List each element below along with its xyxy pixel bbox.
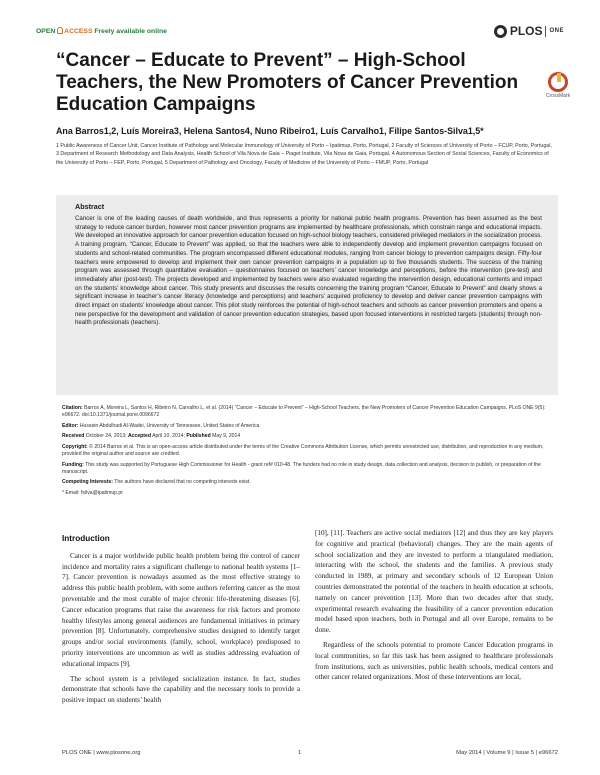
abstract-heading: Abstract xyxy=(75,202,105,211)
crossmark-badge[interactable] xyxy=(543,72,573,99)
competing-interests: Competing Interests: The authors have declared that no competing interests exist. xyxy=(62,479,251,486)
open-text: OPEN xyxy=(36,28,56,35)
funding: Funding: This study was supported by Portuguese High Commissioner for Health - grant ref# 010-48. The funders had no role in study design, data collection and analysis, decision to publish, or preparation of the manuscript. xyxy=(62,461,541,475)
body-column-left xyxy=(62,522,300,710)
footer-issue: May 2014 | Volume 9 | Issue 5 | e96672 xyxy=(456,750,558,756)
paragraph: Cancer is a major worldwide public health problem being the control of cancer incidence and mortality rates a significant challenge to national health systems [1–7]. Cancer prevention is nowadays assumed as the most effective strategy to address this public health problem, with some authors referring cancer as the most preventable and the most curable of major chronic life-threatening diseases [6]. Cancer education programs that raise the awareness for risk factors and promote healthy lifestyles among general audiences are fundamental initiatives in primary prevention [8]. Unfortunately, comprehensive studies designed to identify target groups and/or social environments (family, school, workplace) predisposed to priority interventions are uncommon as well as studies addressing evaluation of educational impacts [9]. xyxy=(62,551,300,668)
open-access-label xyxy=(36,27,167,35)
access-text: ACCESS xyxy=(64,28,93,35)
crossmark-icon xyxy=(548,72,568,92)
editor: Editor: Hussein Abdulhadi Al-Wadei, University of Tennessee, United States of America xyxy=(62,422,260,429)
dates: Received October 24, 2013; Accepted April 10, 2014; Published May 9, 2014 xyxy=(62,433,241,440)
corresponding-email[interactable]: * Email: fsilva@ipatimup.pt xyxy=(62,489,123,496)
logo-separator xyxy=(545,26,546,37)
plos-logo-icon xyxy=(494,25,507,38)
page-number: 1 xyxy=(298,750,302,756)
author-list: Ana Barros1,2, Luís Moreira3, Helena Santos4, Nuno Ribeiro1, Luís Carvalho1, Filipe Santos-Silva1,5* xyxy=(56,126,484,136)
footer-journal: PLOS ONE | www.plosone.org xyxy=(62,750,141,756)
article-metadata xyxy=(62,405,552,500)
body-column-right xyxy=(315,528,553,687)
open-access-lock-icon xyxy=(57,27,63,34)
affiliations: 1 Public Awareness of Cancer Unit, Cancer Institute of Pathology and Molecular Immunology of University of Porto – Ipatimup, Porto, Portugal, 2 Faculty of Sciences of University of Porto – FCUP, Porto, Portugal, 3 Department of Research Methodology and Data Analysis, Health School of Vila Nova de Gaia – Piaget Institute, Vila Nova de Gaia, Portugal, 4 Autonomous Section of Social Sciences, Faculty of Economics of the University of Porto – FEP, Porto, Portugal, 5 Department of Pathology and Oncology, Faculty of Medicine of the University of Porto – FMUP, Porto, Portugal xyxy=(56,143,552,166)
copyright: Copyright: © 2014 Barros et al. This is an open-access article distributed under the terms of the Creative Commons Attribution License, which permits unrestricted use, distribution, and reproduction in any medium, provided the original author and source are credited. xyxy=(62,443,544,458)
paragraph: Regardless of the schools potential to promote Cancer Education programs in local communities, so far this task has been assigned to healthcare professionals from institutions, such as universities, public health schools, medical centers and other cancer related organizations. Most of these interventions are local, xyxy=(315,640,553,682)
citation: Citation: Barros A, Moreira L, Santos H, Ribeiro N, Carvalho L, et al. (2014) “Cancer – Educate to Prevent” – High-School Teachers, the New Promoters of Cancer Prevention Education Campaigns. PLoS ONE 9(5): e96672. doi:10.1371/journal.pone.0096672 xyxy=(62,405,546,419)
logo-one-text: ONE xyxy=(549,28,564,34)
crossmark-label: CrossMark xyxy=(545,93,571,99)
plos-one-logo[interactable] xyxy=(494,24,564,38)
introduction-heading: Introduction xyxy=(62,534,110,543)
abstract-box xyxy=(56,195,558,395)
article-title: “Cancer – Educate to Prevent” – High-School Teachers, the New Promoters of Cancer Prevention Education Campaigns xyxy=(56,50,519,115)
freely-available-text: Freely available online xyxy=(94,28,167,35)
page-header xyxy=(36,24,564,42)
abstract-text: Cancer is one of the leading causes of death worldwide, and thus represents a priority for national public health programs. Prevention has been assumed as the best strategy to reduce cancer burden, however most cancer prevention programs are implemented by healthcare professionals, which constrain range and educational impacts. We developed an innovative approach for cancer prevention education focused on high-school biology teachers, considered privileged mediators in the socialization process. A training program, “Cancer, Educate to Prevent” was applied, so that the teachers were able to independently develop and implement prevention campaigns focused on students and school-related communities. The program encompassed different educational modules, ranging from cancer biology to prevention campaigns design. Fifty-four teachers were empowered to develop and implement their own cancer prevention campaigns in a population up to five thousands students. The success of the training program was assessed through quantitative evaluation – questionnaires focused on teachers’ cancer knowledge and perceptions, before the intervention (pre-test) and immediately after (post-test). The projects developed and implemented by teachers were also evaluated regarding the intervention design, educational contents and impact on the students’ knowledge about cancer. This study presents and discusses the results concerning the training program “Cancer, Educate to Prevent” and clearly shows a significant increase in teacher’s cancer literacy (knowledge and perceptions) and teachers’ acquired proficiency to develop and deliver cancer prevention campaigns with direct impact on students’ knowledge about cancer. This pilot study reinforces the potential of high-school teachers and schools as cancer prevention promoters and opens a new perspective for the development and validation of cancer prevention education strategies, based upon focused interventions in restricted targets (students) through non-health professionals (teachers). xyxy=(75,215,542,327)
paragraph: The school system is a privileged socialization instance. In fact, studies demonstrate that schools have the capability and the necessary tools to provide a positive impact on students’ health xyxy=(62,674,300,705)
logo-brand-text: PLOS xyxy=(509,24,543,38)
paragraph: [10], [11]. Teachers are active social mediators [12] and thus they are key players for cognitive and practical (behavioral) changes. They are the main agents of school socialization and they are invested to perform a triangulated mediation, interacting with the school, the students and the families. A previous study conducted in 1989, at primary and secondary schools of 12 European Union countries demonstrated the potential of the teachers in health education at schools, namely on cancer prevention [13]. More than two decades after that study, experimental research evaluating the feasibility of a cancer prevention education model based upon teachers, both in Portugal and all over Europe, remains to be done. xyxy=(315,529,553,635)
